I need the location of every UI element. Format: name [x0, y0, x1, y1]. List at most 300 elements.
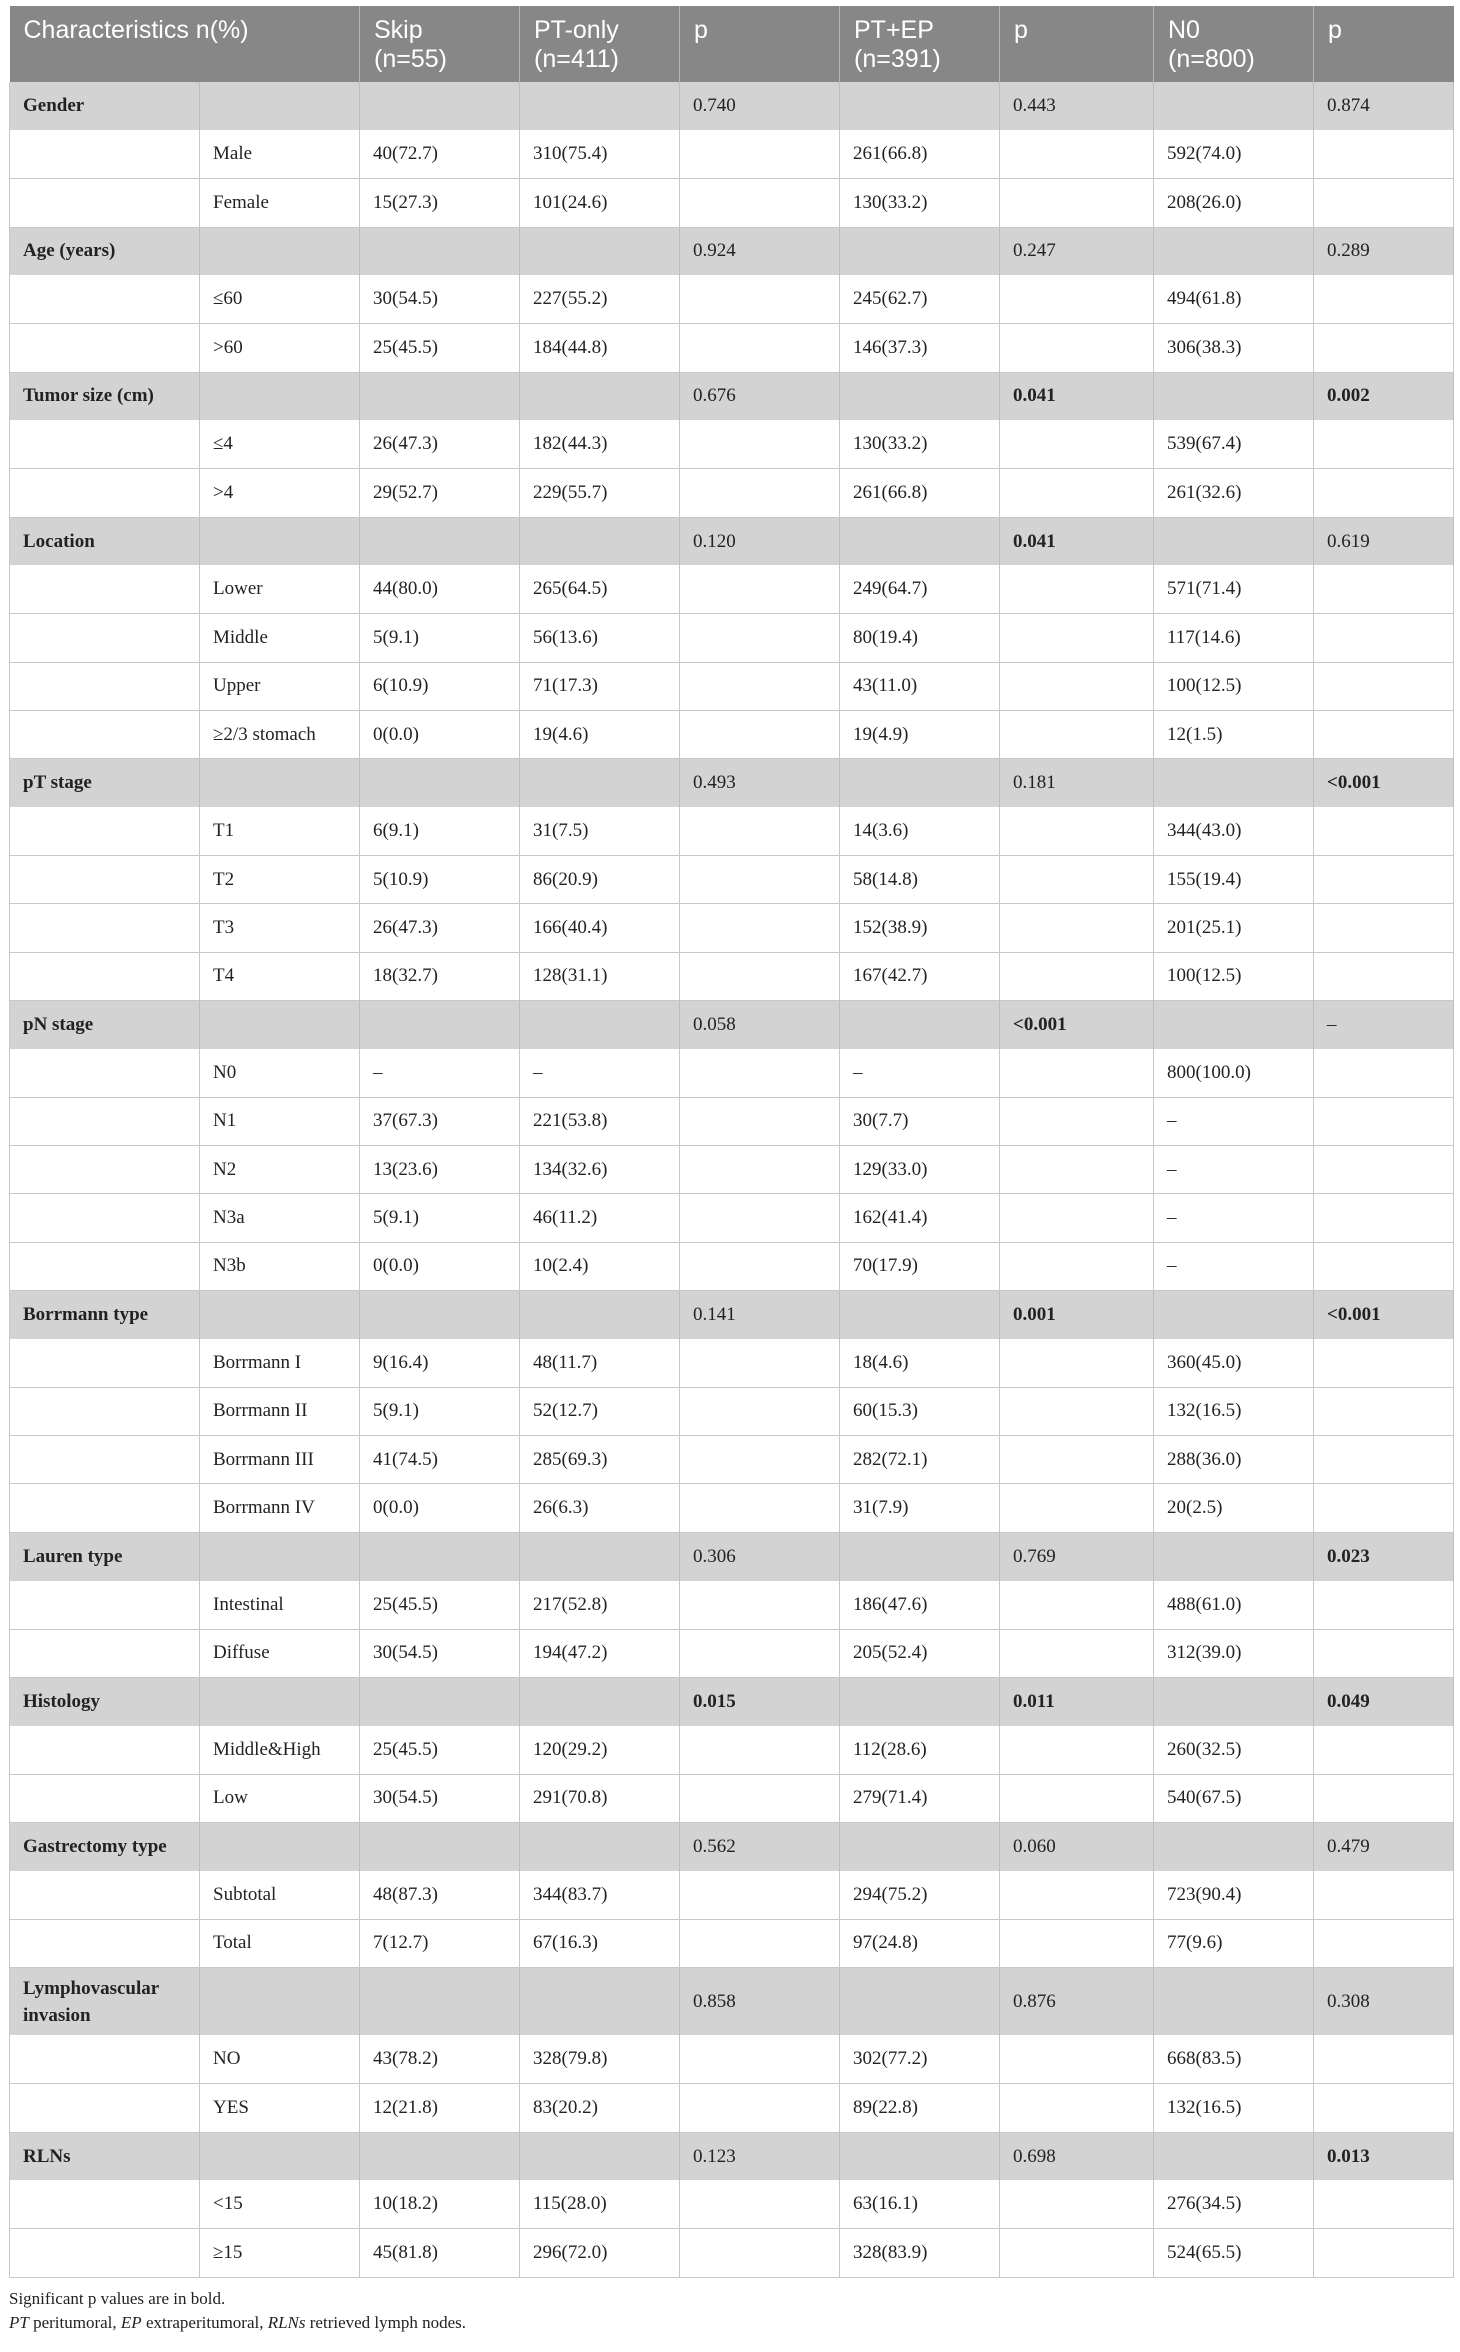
empty-cell — [1000, 1871, 1154, 1919]
subcategory-label: N3b — [200, 1242, 360, 1290]
empty-cell — [680, 904, 840, 952]
empty-cell — [1314, 275, 1454, 323]
empty-cell — [1314, 2180, 1454, 2228]
empty-cell — [10, 1097, 200, 1145]
ptep-value: 43(11.0) — [840, 662, 1000, 710]
empty-cell — [1000, 1146, 1154, 1194]
empty-cell — [520, 1001, 680, 1049]
empty-cell — [10, 1049, 200, 1097]
group-name: Gastrectomy type — [10, 1822, 200, 1870]
empty-cell — [520, 759, 680, 807]
ptep-value: 261(66.8) — [840, 130, 1000, 178]
n0-value: 288(36.0) — [1154, 1436, 1314, 1484]
p-value-ptep: 0.876 — [1000, 1967, 1154, 2035]
skip-value: 6(10.9) — [360, 662, 520, 710]
empty-cell — [10, 1726, 200, 1774]
n0-value: – — [1154, 1097, 1314, 1145]
subcategory-label: Middle&High — [200, 1726, 360, 1774]
header-row — [10, 6, 1454, 82]
skip-value: 13(23.6) — [360, 1146, 520, 1194]
ptep-value: 63(16.1) — [840, 2180, 1000, 2228]
n0-value: 132(16.5) — [1154, 1387, 1314, 1435]
ptep-value: 245(62.7) — [840, 275, 1000, 323]
n0-value: 12(1.5) — [1154, 710, 1314, 758]
subcategory-label: YES — [200, 2084, 360, 2132]
empty-cell — [1314, 807, 1454, 855]
n0-value: 344(43.0) — [1154, 807, 1314, 855]
n0-value: 77(9.6) — [1154, 1919, 1314, 1967]
table-row — [10, 1049, 1454, 1097]
n0-value: 155(19.4) — [1154, 856, 1314, 904]
empty-cell — [1314, 614, 1454, 662]
empty-cell — [1154, 82, 1314, 130]
table-row — [10, 614, 1454, 662]
ptonly-value: 56(13.6) — [520, 614, 680, 662]
table-row — [10, 1097, 1454, 1145]
subcategory-label: Borrmann III — [200, 1436, 360, 1484]
subcategory-label: Lower — [200, 565, 360, 613]
table-row — [10, 856, 1454, 904]
empty-cell — [1000, 1484, 1154, 1532]
empty-cell — [1154, 372, 1314, 420]
p-value-n0: – — [1314, 1001, 1454, 1049]
group-row — [10, 82, 1454, 130]
empty-cell — [680, 565, 840, 613]
empty-cell — [1314, 1484, 1454, 1532]
empty-cell — [1314, 2035, 1454, 2083]
empty-cell — [680, 1871, 840, 1919]
ptonly-value: 310(75.4) — [520, 130, 680, 178]
empty-cell — [10, 1436, 200, 1484]
empty-cell — [1314, 420, 1454, 468]
ptonly-value: 194(47.2) — [520, 1629, 680, 1677]
group-row — [10, 372, 1454, 420]
group-row — [10, 1967, 1454, 2035]
n0-value: – — [1154, 1146, 1314, 1194]
p-value-ptep: 0.698 — [1000, 2132, 1154, 2180]
skip-value: 7(12.7) — [360, 1919, 520, 1967]
p-value-skip-vs-ptonly: 0.562 — [680, 1822, 840, 1870]
ptep-value: 112(28.6) — [840, 1726, 1000, 1774]
n0-value: 723(90.4) — [1154, 1871, 1314, 1919]
empty-cell — [10, 2035, 200, 2083]
n0-value: 132(16.5) — [1154, 2084, 1314, 2132]
ptonly-value: 19(4.6) — [520, 710, 680, 758]
ptep-value: 89(22.8) — [840, 2084, 1000, 2132]
n0-value: 571(71.4) — [1154, 565, 1314, 613]
empty-cell — [1314, 1726, 1454, 1774]
p-value-skip-vs-ptonly: 0.015 — [680, 1677, 840, 1725]
ptep-value: 302(77.2) — [840, 2035, 1000, 2083]
group-name: Lymphovascular invasion — [10, 1967, 200, 2035]
characteristics-table — [9, 6, 1454, 2278]
subcategory-label: Middle — [200, 614, 360, 662]
empty-cell — [10, 1774, 200, 1822]
ptonly-value: 101(24.6) — [520, 179, 680, 227]
group-name: pT stage — [10, 759, 200, 807]
empty-cell — [680, 614, 840, 662]
empty-cell — [10, 1339, 200, 1387]
skip-value: 18(32.7) — [360, 952, 520, 1000]
header-cell: PT-only (n=411) — [520, 6, 680, 82]
ptep-value: 249(64.7) — [840, 565, 1000, 613]
skip-value: 45(81.8) — [360, 2229, 520, 2277]
table-row — [10, 565, 1454, 613]
empty-cell — [1000, 856, 1154, 904]
p-value-n0: 0.049 — [1314, 1677, 1454, 1725]
ptonly-value: 227(55.2) — [520, 275, 680, 323]
empty-cell — [10, 614, 200, 662]
empty-cell — [200, 517, 360, 565]
empty-cell — [1000, 662, 1154, 710]
skip-value: 37(67.3) — [360, 1097, 520, 1145]
skip-value: 41(74.5) — [360, 1436, 520, 1484]
table-row — [10, 1919, 1454, 1967]
group-row — [10, 227, 1454, 275]
skip-value: 48(87.3) — [360, 1871, 520, 1919]
ptep-value: 60(15.3) — [840, 1387, 1000, 1435]
empty-cell — [1000, 1387, 1154, 1435]
empty-cell — [680, 856, 840, 904]
abbreviation-term: PT — [9, 2312, 29, 2332]
subcategory-label: Subtotal — [200, 1871, 360, 1919]
empty-cell — [1314, 2084, 1454, 2132]
ptonly-value: 46(11.2) — [520, 1194, 680, 1242]
p-value-ptep: <0.001 — [1000, 1001, 1154, 1049]
table-row — [10, 904, 1454, 952]
empty-cell — [10, 1581, 200, 1629]
empty-cell — [680, 275, 840, 323]
empty-cell — [10, 1146, 200, 1194]
table-body — [10, 82, 1454, 2277]
empty-cell — [680, 662, 840, 710]
subcategory-label: T2 — [200, 856, 360, 904]
p-value-n0: <0.001 — [1314, 759, 1454, 807]
skip-value: 30(54.5) — [360, 1629, 520, 1677]
ptep-value: 58(14.8) — [840, 856, 1000, 904]
n0-value: 208(26.0) — [1154, 179, 1314, 227]
subcategory-label: ≥15 — [200, 2229, 360, 2277]
ptep-value: 14(3.6) — [840, 807, 1000, 855]
empty-cell — [10, 710, 200, 758]
subcategory-label: ≤60 — [200, 275, 360, 323]
empty-cell — [680, 130, 840, 178]
empty-cell — [1314, 130, 1454, 178]
n0-value: 668(83.5) — [1154, 2035, 1314, 2083]
p-value-skip-vs-ptonly: 0.123 — [680, 2132, 840, 2180]
empty-cell — [1154, 1532, 1314, 1580]
n0-value: 592(74.0) — [1154, 130, 1314, 178]
ptep-value: 328(83.9) — [840, 2229, 1000, 2277]
empty-cell — [1154, 2132, 1314, 2180]
empty-cell — [1154, 1001, 1314, 1049]
p-value-n0: 0.619 — [1314, 517, 1454, 565]
empty-cell — [1314, 904, 1454, 952]
empty-cell — [1314, 1242, 1454, 1290]
empty-cell — [1314, 952, 1454, 1000]
empty-cell — [520, 1677, 680, 1725]
empty-cell — [1000, 130, 1154, 178]
empty-cell — [1314, 1774, 1454, 1822]
table-row — [10, 1194, 1454, 1242]
subcategory-label: Upper — [200, 662, 360, 710]
skip-value: 30(54.5) — [360, 1774, 520, 1822]
ptep-value: 167(42.7) — [840, 952, 1000, 1000]
empty-cell — [1314, 1097, 1454, 1145]
empty-cell — [10, 130, 200, 178]
table-row — [10, 2229, 1454, 2277]
empty-cell — [1314, 1049, 1454, 1097]
p-value-ptep: 0.041 — [1000, 517, 1154, 565]
empty-cell — [1154, 227, 1314, 275]
empty-cell — [1314, 2229, 1454, 2277]
empty-cell — [1000, 1726, 1154, 1774]
subcategory-label: Borrmann II — [200, 1387, 360, 1435]
subcategory-label: N3a — [200, 1194, 360, 1242]
empty-cell — [1314, 662, 1454, 710]
empty-cell — [680, 1436, 840, 1484]
empty-cell — [1000, 952, 1154, 1000]
p-value-skip-vs-ptonly: 0.493 — [680, 759, 840, 807]
group-name: Gender — [10, 82, 200, 130]
ptonly-value: 217(52.8) — [520, 1581, 680, 1629]
ptonly-value: 134(32.6) — [520, 1146, 680, 1194]
empty-cell — [680, 1194, 840, 1242]
empty-cell — [1000, 469, 1154, 517]
header-cell: N0 (n=800) — [1154, 6, 1314, 82]
empty-cell — [1154, 1822, 1314, 1870]
n0-value: 260(32.5) — [1154, 1726, 1314, 1774]
table-row — [10, 2180, 1454, 2228]
skip-value: 15(27.3) — [360, 179, 520, 227]
table-row — [10, 1871, 1454, 1919]
empty-cell — [360, 1822, 520, 1870]
ptep-value: 30(7.7) — [840, 1097, 1000, 1145]
ptep-value: 130(33.2) — [840, 420, 1000, 468]
empty-cell — [10, 1484, 200, 1532]
group-name: Borrmann type — [10, 1291, 200, 1339]
table-row — [10, 1436, 1454, 1484]
empty-cell — [680, 1726, 840, 1774]
empty-cell — [1314, 856, 1454, 904]
empty-cell — [360, 82, 520, 130]
n0-value: 524(65.5) — [1154, 2229, 1314, 2277]
subcategory-label: Low — [200, 1774, 360, 1822]
p-value-n0: 0.874 — [1314, 82, 1454, 130]
n0-value: 117(14.6) — [1154, 614, 1314, 662]
p-value-n0: 0.289 — [1314, 227, 1454, 275]
ptonly-value: – — [520, 1049, 680, 1097]
group-row — [10, 1291, 1454, 1339]
empty-cell — [1314, 1339, 1454, 1387]
ptep-value: 279(71.4) — [840, 1774, 1000, 1822]
empty-cell — [200, 1967, 360, 2035]
ptep-value: 294(75.2) — [840, 1871, 1000, 1919]
skip-value: 5(9.1) — [360, 1387, 520, 1435]
empty-cell — [840, 1291, 1000, 1339]
p-value-skip-vs-ptonly: 0.058 — [680, 1001, 840, 1049]
footnote-significance: Significant p values are in bold. — [9, 2288, 226, 2308]
ptep-value: 186(47.6) — [840, 1581, 1000, 1629]
empty-cell — [520, 82, 680, 130]
group-name: Age (years) — [10, 227, 200, 275]
ptep-value: 18(4.6) — [840, 1339, 1000, 1387]
ptonly-value: 120(29.2) — [520, 1726, 680, 1774]
empty-cell — [680, 1919, 840, 1967]
empty-cell — [1000, 1774, 1154, 1822]
empty-cell — [1000, 1049, 1154, 1097]
empty-cell — [1314, 179, 1454, 227]
empty-cell — [1000, 1194, 1154, 1242]
empty-cell — [360, 1532, 520, 1580]
empty-cell — [1314, 1146, 1454, 1194]
empty-cell — [1314, 1919, 1454, 1967]
n0-value: 539(67.4) — [1154, 420, 1314, 468]
empty-cell — [1000, 1339, 1154, 1387]
empty-cell — [840, 1001, 1000, 1049]
ptonly-value: 182(44.3) — [520, 420, 680, 468]
skip-value: 44(80.0) — [360, 565, 520, 613]
table-row — [10, 1339, 1454, 1387]
table-row — [10, 324, 1454, 372]
ptep-value: 162(41.4) — [840, 1194, 1000, 1242]
ptonly-value: 128(31.1) — [520, 952, 680, 1000]
empty-cell — [10, 420, 200, 468]
skip-value: 5(10.9) — [360, 856, 520, 904]
empty-cell — [520, 227, 680, 275]
n0-value: 494(61.8) — [1154, 275, 1314, 323]
group-name: Lauren type — [10, 1532, 200, 1580]
empty-cell — [520, 372, 680, 420]
group-name: Tumor size (cm) — [10, 372, 200, 420]
empty-cell — [200, 759, 360, 807]
ptep-value: 205(52.4) — [840, 1629, 1000, 1677]
group-name: pN stage — [10, 1001, 200, 1049]
abbreviation-term: RLNs — [267, 2312, 306, 2332]
empty-cell — [360, 2132, 520, 2180]
empty-cell — [680, 1242, 840, 1290]
skip-value: 5(9.1) — [360, 614, 520, 662]
header-cell: Skip (n=55) — [360, 6, 520, 82]
table-row — [10, 1629, 1454, 1677]
n0-value: 306(38.3) — [1154, 324, 1314, 372]
subcategory-label: N0 — [200, 1049, 360, 1097]
p-value-n0: 0.013 — [1314, 2132, 1454, 2180]
empty-cell — [1000, 420, 1154, 468]
subcategory-label: ≤4 — [200, 420, 360, 468]
table-row — [10, 2084, 1454, 2132]
empty-cell — [10, 1629, 200, 1677]
skip-value: – — [360, 1049, 520, 1097]
n0-value: 276(34.5) — [1154, 2180, 1314, 2228]
skip-value: 0(0.0) — [360, 710, 520, 758]
empty-cell — [1154, 1967, 1314, 2035]
header-cell: PT+EP (n=391) — [840, 6, 1000, 82]
n0-value: 100(12.5) — [1154, 952, 1314, 1000]
empty-cell — [1000, 2229, 1154, 2277]
empty-cell — [840, 227, 1000, 275]
ptonly-value: 67(16.3) — [520, 1919, 680, 1967]
n0-value: – — [1154, 1194, 1314, 1242]
ptep-value: 70(17.9) — [840, 1242, 1000, 1290]
n0-value: 488(61.0) — [1154, 1581, 1314, 1629]
skip-value: 0(0.0) — [360, 1484, 520, 1532]
empty-cell — [680, 2084, 840, 2132]
subcategory-label: NO — [200, 2035, 360, 2083]
empty-cell — [680, 1097, 840, 1145]
empty-cell — [840, 82, 1000, 130]
n0-value: 201(25.1) — [1154, 904, 1314, 952]
empty-cell — [840, 517, 1000, 565]
subcategory-label: Total — [200, 1919, 360, 1967]
ptep-value: 80(19.4) — [840, 614, 1000, 662]
p-value-ptep: 0.011 — [1000, 1677, 1154, 1725]
empty-cell — [680, 2229, 840, 2277]
ptonly-value: 265(64.5) — [520, 565, 680, 613]
empty-cell — [200, 1532, 360, 1580]
table-row — [10, 1146, 1454, 1194]
table-row — [10, 469, 1454, 517]
ptep-value: 130(33.2) — [840, 179, 1000, 227]
skip-value: 25(45.5) — [360, 324, 520, 372]
abbreviation-term: EP — [120, 2312, 142, 2332]
header-cell: p — [680, 6, 840, 82]
empty-cell — [10, 2180, 200, 2228]
empty-cell — [1314, 1629, 1454, 1677]
empty-cell — [360, 227, 520, 275]
empty-cell — [10, 324, 200, 372]
p-value-ptep: 0.769 — [1000, 1532, 1154, 1580]
empty-cell — [680, 324, 840, 372]
table-row — [10, 662, 1454, 710]
empty-cell — [10, 275, 200, 323]
p-value-n0: 0.023 — [1314, 1532, 1454, 1580]
empty-cell — [10, 1871, 200, 1919]
empty-cell — [1000, 565, 1154, 613]
abbreviation-definition: retrieved lymph nodes. — [305, 2312, 467, 2332]
table-row — [10, 1726, 1454, 1774]
ptep-value: – — [840, 1049, 1000, 1097]
empty-cell — [840, 1677, 1000, 1725]
empty-cell — [1000, 324, 1154, 372]
ptonly-value: 328(79.8) — [520, 2035, 680, 2083]
empty-cell — [680, 1629, 840, 1677]
empty-cell — [1000, 275, 1154, 323]
group-name: RLNs — [10, 2132, 200, 2180]
p-value-ptep: 0.247 — [1000, 227, 1154, 275]
empty-cell — [1000, 2180, 1154, 2228]
subcategory-label: Intestinal — [200, 1581, 360, 1629]
empty-cell — [680, 1339, 840, 1387]
empty-cell — [1314, 1871, 1454, 1919]
empty-cell — [1314, 469, 1454, 517]
empty-cell — [680, 1146, 840, 1194]
empty-cell — [520, 1967, 680, 2035]
p-value-ptep: 0.001 — [1000, 1291, 1154, 1339]
empty-cell — [1154, 1677, 1314, 1725]
subcategory-label: N2 — [200, 1146, 360, 1194]
subcategory-label: T3 — [200, 904, 360, 952]
empty-cell — [360, 1001, 520, 1049]
ptonly-value: 285(69.3) — [520, 1436, 680, 1484]
group-row — [10, 1677, 1454, 1725]
skip-value: 12(21.8) — [360, 2084, 520, 2132]
empty-cell — [680, 2180, 840, 2228]
p-value-skip-vs-ptonly: 0.858 — [680, 1967, 840, 2035]
n0-value: 312(39.0) — [1154, 1629, 1314, 1677]
group-row — [10, 759, 1454, 807]
p-value-ptep: 0.181 — [1000, 759, 1154, 807]
